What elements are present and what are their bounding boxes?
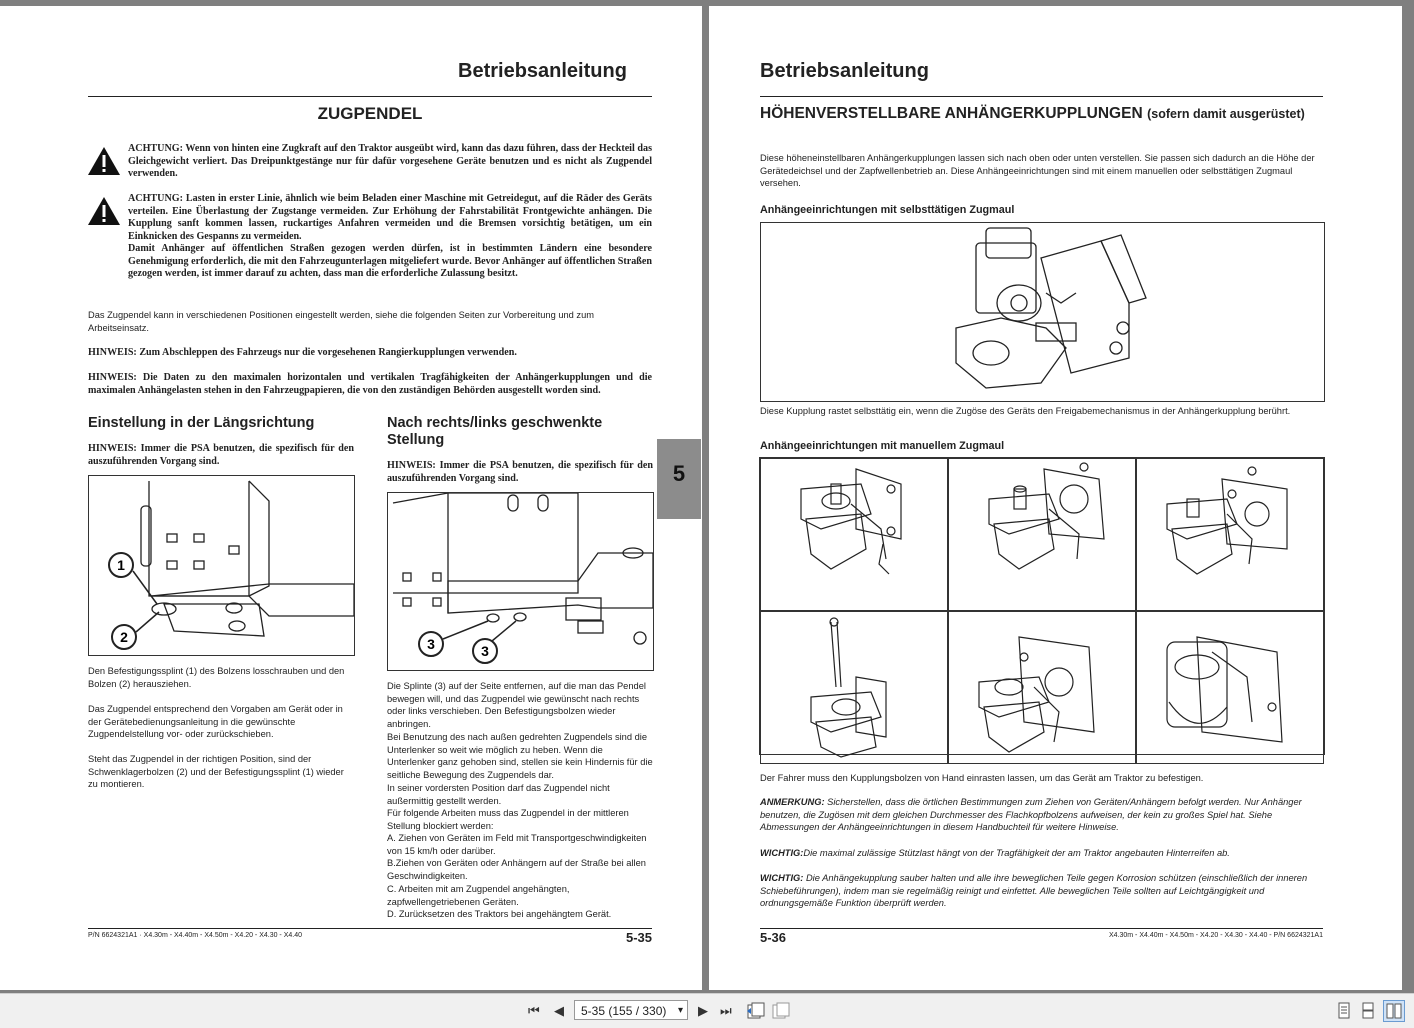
callout-label: 3 [427,636,435,652]
hitch-cell [1136,611,1324,764]
note-label: WICHTIG: [760,848,804,858]
section-title: ZUGPENDEL [317,104,423,123]
note-text: Die maximal zulässige Stützlast hängt von der Tragfähigkeit der am Traktor angebauten Hinterreifen ab. [803,848,1230,858]
body-paragraph: Das Zugpendel entsprechend den Vorgaben am Gerät oder in der Gerätebedienungsanleitung in die gewünschte Zugpendelstellung vor- oder zurückschieben. [88,704,343,740]
hinweis-note: HINWEIS: Immer die PSA benutzen, die spezifisch für den auszuführenden Vorgang sind. [387,460,653,484]
hinweis-note: HINWEIS: Die Daten zu den maximalen horizontalen und vertikalen Tragfähigkeiten der Anhängerkupplungen und die maximalen Anhängelasten stehen in den Fahrzeugpapieren, die von den zuständigen Behörden ausgestellt worden sind. [88,372,652,396]
callout-label: 1 [117,557,125,573]
header-rule [760,96,1323,97]
warning-text: ACHTUNG: Wenn von hinten eine Zugkraft auf den Traktor ausgeübt wird, kann das dazu führen, dass der Heckteil das Gleichgewicht verliert. Das Dreipunktgestänge nur für dafür vorgesehene Geräte benutzen und es nicht als Zugpendel verwenden. [128,143,652,180]
back-view-icon[interactable] [745,1002,765,1020]
note-label: ANMERKUNG: [760,797,825,807]
list-item: D. Zurücksetzen des Traktors bei angehängtem Gerät. [387,909,612,919]
drawbar-illustration [89,476,354,655]
body-paragraph: Für folgende Arbeiten muss das Zugpendel in der mittleren Stellung blockiert werden: [387,808,629,831]
footer-rule [88,928,652,929]
body-paragraph: Die Splinte (3) auf der Seite entfernen, auf die man das Pendel bewegen will, und das Zugpendel wie gewünscht nach rechts oder links verschieben. Den Befestigungsbolzen wieder anbringen. [387,681,646,729]
continuous-view-icon[interactable] [1360,1002,1376,1020]
warning-triangle-icon [87,146,121,176]
hinweis-note: HINWEIS: Zum Abschleppen des Fahrzeugs nur die vorgesehenen Rangierkupplungen verwenden. [88,347,517,358]
note-text: Die Anhängekupplung sauber halten und alle ihre beweglichen Teile gegen Korrosion schützen (einschließlich der inneren Schiebeführungen), indem man sie regelmäßig reinigt und einfettet. Alle beweglichen Teile sollten auf Leichtgängigkeit und ordnungsgemäße Funktion überprüft werden. [760,873,1308,909]
section-title-suffix: (sofern damit ausgerüstet) [1147,107,1305,121]
subsection-heading: Einstellung in der Längsrichtung [88,415,315,431]
manual-hitch-illustration [949,612,1135,758]
page-header: Betriebsanleitung [458,60,627,82]
list-item: C. Arbeiten mit am Zugpendel angehängten, zapfwellengetriebenen Geräten. [387,884,570,907]
section-tab: 5 [657,439,701,519]
list-item: B.Ziehen von Geräten oder Anhängern auf der Straße bei allen Geschwindigkeiten. [387,858,646,881]
section-title-main: HÖHENVERSTELLBARE ANHÄNGERKUPPLUNGEN [760,105,1143,122]
body-paragraph: Den Befestigungssplint (1) des Bolzens losschrauben und den Bolzen (2) herausziehen. [88,666,345,689]
page-header: Betriebsanleitung [760,60,929,82]
body-paragraph: In seiner vordersten Position darf das Zugpendel nicht außermittig gestellt werden. [387,783,610,806]
previous-page-button[interactable]: ◀ [554,1003,564,1018]
page-number: 5-35 [625,930,652,945]
anmerkung-note [760,796,1323,834]
hitch-cell [948,611,1136,764]
list-item: A. Ziehen von Geräten im Feld mit Transportgeschwindigkeiten von 15 km/h oder darüber. [387,833,647,856]
single-page-view-icon[interactable] [1336,1002,1352,1020]
wichtig-note [760,872,1323,910]
footer-rule [760,928,1323,929]
note-text: Sicherstellen, dass die örtlichen Bestimmungen zum Ziehen von Geräten/Anhängern befolgt werden. Nur Anhänger benutzen, die Zugösen mit dem gleichen Durchmesser des Flachkopfbolzens aufweisen, der kein zu großes Spiel hat. Siehe Abmessungen der Anhängeeinrichtungen in diesem Handbuchteil für weitere Hinweise. [760,797,1302,833]
figure-automatic-hitch [760,222,1325,402]
chevron-down-icon: ▾ [677,1005,683,1016]
two-page-view-icon[interactable] [1383,1000,1405,1022]
viewer-toolbar [0,993,1414,1028]
body-paragraph: Diese Kupplung rastet selbsttätig ein, wenn die Zugöse des Geräts den Freigabemechanismus in der Anhängerkupplung berührt. [760,406,1291,416]
note-label: WICHTIG: [760,873,804,883]
intro-paragraph: Diese höheneinstellbaren Anhängerkupplungen lassen sich nach oben oder unten verstellen. Sie passen sich dadurch an die Höhe der Gerätedeichsel und der Zapfwellenbetrieb an. Diese Anhängeeinrichtungen sind mit einem manuellen oder selbsttätigen Zugmaul versehen. [760,153,1315,189]
hitch-cell [760,611,948,764]
figure-manual-hitches [759,457,1325,755]
manual-hitch-illustration [949,459,1135,605]
figure-swivel-position [387,492,654,671]
callout-label: 3 [481,643,489,659]
footer-part-number: X4.30m - X4.40m - X4.50m - X4.20 - X4.30 - X4.40 - P/N 6624321A1 [1108,932,1323,939]
intro-paragraph: Das Zugpendel kann in verschiedenen Positionen eingestellt werden, siehe die folgenden Seiten zur Vorbereitung und zum Arbeitseinsatz. [88,310,594,333]
hitch-cell [1136,458,1324,611]
manual-hitch-illustration [761,612,947,758]
body-paragraph: Der Fahrer muss den Kupplungsbolzen von Hand einrasten lassen, um das Gerät am Traktor zu befestigen. [760,773,1204,783]
section-title [760,104,1323,124]
warning-triangle-icon [87,196,121,226]
automatic-hitch-illustration [761,223,1324,401]
callout-label: 2 [120,629,128,645]
next-page-button[interactable]: ▶ [698,1003,708,1018]
subsection-heading: Nach rechts/links geschwenkte Stellung [387,415,603,448]
warning-text: ACHTUNG: Lasten in erster Linie, ähnlich wie beim Beladen einer Maschine mit Getreidegut, auf die Räder des Geräts verteilen. Eine Überlastung der Zugstange vermeiden. Zur Erhöhung der Fahrstabilität Frontgewichte anhängen. Die Kupplung sanft kommen lassen, ruckartiges Anfahren vermeiden und die Bremsen vorsichtig betätigen, um ein Einknicken des Gespanns zu vermeiden. [128,193,652,242]
body-paragraph: Bei Benutzung des nach außen gedrehten Zugpendels sind die Unterlenker so weit wie möglich zu heben. Wenn die Unterlenker ganz gehoben sind, stellen sie kein Hindernis für die seitliche Bewegung des Zugpendels dar. [387,732,653,780]
first-page-button[interactable]: ⏮ [528,1003,540,1018]
manual-hitch-illustration [1137,612,1323,758]
warning-text-approval: Damit Anhänger auf öffentlichen Straßen gezogen werden dürfen, ist in bestimmten Ländern eine besondere Genehmigung erforderlich, die mit den Fahrzeugunterlagen mitgeliefert wurde. Bevor Anhänger auf öffentlichen Straßen gezogen werden, ist immer darauf zu achten, dass man die erforderliche Zulassung besitzt. [128,243,652,280]
hinweis-note: HINWEIS: Immer die PSA benutzen, die spezifisch für den auszuführenden Vorgang sind. [88,443,354,467]
last-page-button[interactable]: ⏭ [720,1003,732,1018]
drawbar-swivel-illustration [388,493,653,670]
manual-hitch-illustration [1137,459,1323,605]
subsection-heading: Anhängeeinrichtungen mit selbsttätigen Zugmaul [760,204,1015,216]
header-rule [88,96,652,97]
page-selector[interactable] [574,1000,688,1020]
subsection-heading: Anhängeeinrichtungen mit manuellem Zugmaul [760,440,1005,452]
forward-view-icon[interactable] [770,1002,790,1020]
manual-hitch-illustration [761,459,947,605]
hitch-cell [760,458,948,611]
wichtig-note [760,847,1323,860]
left-page [0,6,702,990]
footer-part-number: P/N 6624321A1 · X4.30m - X4.40m - X4.50m - X4.20 - X4.30 - X4.40 [88,932,303,939]
hitch-cell [948,458,1136,611]
page-number: 5-36 [760,930,787,945]
body-paragraph: Steht das Zugpendel in der richtigen Position, sind der Schwenklagerbolzen (2) und der Befestigungssplint (1) wieder zu montieren. [88,754,344,790]
figure-longitudinal-adjustment [88,475,355,656]
page-indicator: 5-35 (155 / 330) [581,1004,667,1018]
